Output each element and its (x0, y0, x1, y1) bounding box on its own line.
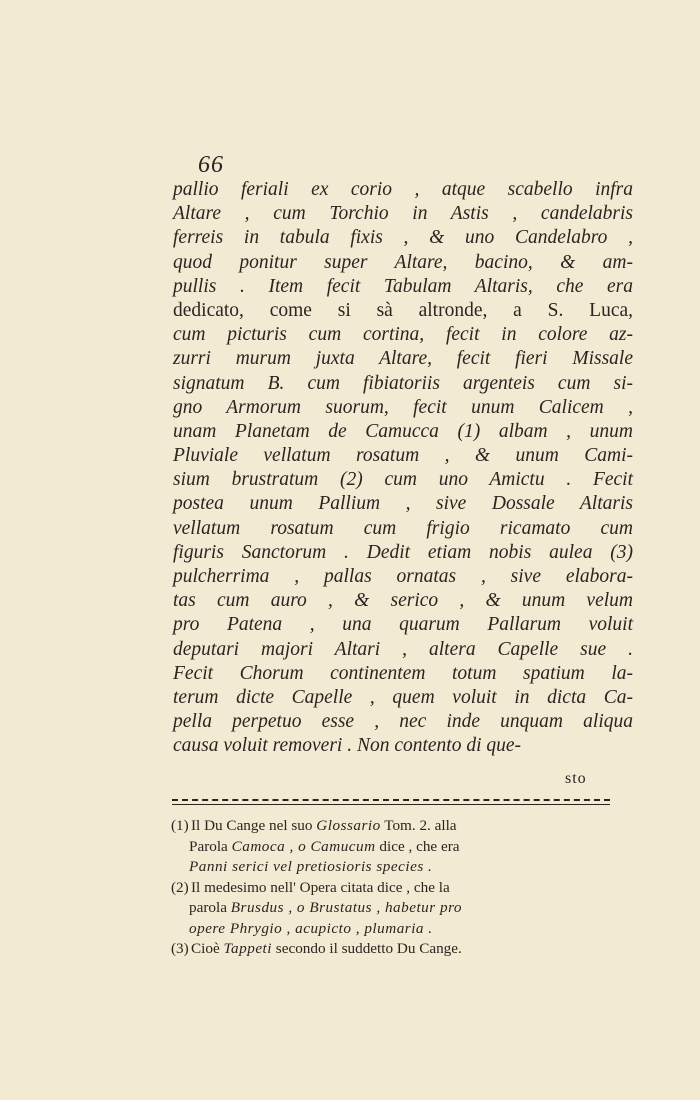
footnote-number: (2) (171, 878, 189, 896)
text-line: dedicato, come si sà altronde, a S. Luca, (173, 299, 633, 321)
catchword: sto (565, 770, 587, 787)
footnote-rule-thin (172, 804, 610, 805)
footnote-line (171, 816, 611, 837)
text-line: pallio feriali ex corio , atque scabello infra (173, 179, 633, 200)
footnote-rule (172, 799, 610, 801)
text-line: pro Patena , una quarum Pallarum voluit (173, 614, 633, 636)
text-line: pella perpetuo esse , nec inde unquam aliqua (173, 711, 633, 733)
text-line: Fecit Chorum continentem totum spatium la- (173, 662, 633, 684)
text-line: causa voluit removeri . Non contento di que- (173, 735, 522, 757)
footnote-text: parola (189, 899, 231, 916)
text-line: pulcherrima , pallas ornatas , sive elabora- (173, 566, 633, 587)
text-line: ferreis in tabula fixis , & uno Candelabro , (173, 227, 633, 249)
footnote-line (171, 939, 611, 960)
text-line: signatum B. cum fibiatoriis argenteis cum si- (173, 372, 633, 394)
footnote-text: Cioè (191, 940, 224, 957)
text-line: Pluviale vellatum rosatum , & unum Cami- (173, 445, 633, 467)
footnote-text: opere Phrygio , acupicto , plumaria . (189, 919, 433, 937)
text-line: quod ponitur super Altare, bacino, & am- (173, 251, 633, 273)
footnote-line (171, 919, 611, 940)
footnote-number: (3) (171, 940, 189, 957)
text-line: postea unum Pallium , sive Dossale Altaris (173, 493, 633, 515)
footnote-number: (1) (171, 817, 189, 834)
footnote-text: Il medesimo nell' Opera citata dice , che la (191, 878, 450, 896)
footnote-text: Brusdus , o Brustatus , habetur pro (230, 899, 463, 916)
text-line: deputari majori Altari , altera Capelle sue . (173, 638, 633, 660)
text-line: terum dicte Capelle , quem voluit in dicta Ca- (173, 686, 633, 708)
footnote-text: Tom. 2. alla (380, 817, 457, 834)
footnote-text: secondo il suddetto Du Cange. (272, 940, 462, 957)
footnote-text: Glossario (316, 817, 381, 834)
page-number: 66 (198, 152, 224, 178)
footnote-text: dice , che era (375, 837, 460, 855)
main-text (173, 178, 633, 759)
footnote-text: Camoca , o Camucum (231, 837, 376, 855)
text-line: pullis . Item fecit Tabulam Altaris, che era (173, 275, 633, 297)
footnote-text: Panni serici vel pretiosioris species . (189, 858, 433, 875)
text-line: figuris Sanctorum . Dedit etiam nobis aulea (3) (173, 541, 633, 563)
footnote-line (171, 857, 611, 878)
text-line: sium brustratum (2) cum uno Amictu . Fecit (173, 469, 633, 491)
text-line: vellatum rosatum cum frigio ricamato cum (173, 517, 633, 539)
footnote-text: Parola (189, 837, 232, 855)
footnote-line (171, 898, 611, 919)
text-line: gno Armorum suorum, fecit unum Calicem , (173, 396, 633, 418)
footnotes (171, 816, 611, 960)
footnote-text: Tappeti (223, 940, 272, 957)
text-line: Altare , cum Torchio in Astis , candelabris (173, 203, 633, 225)
text-line: tas cum auro , & serico , & unum velum (173, 590, 633, 612)
text-line: unam Planetam de Camucca (1) albam , unum (173, 420, 633, 442)
text-line: zurri murum juxta Altare, fecit fieri Missale (173, 348, 633, 370)
text-line: cum picturis cum cortina, fecit in colore az- (173, 324, 633, 346)
footnote-line (171, 878, 611, 899)
footnote-text: Il Du Cange nel suo (191, 817, 317, 834)
footnote-line (171, 837, 611, 858)
